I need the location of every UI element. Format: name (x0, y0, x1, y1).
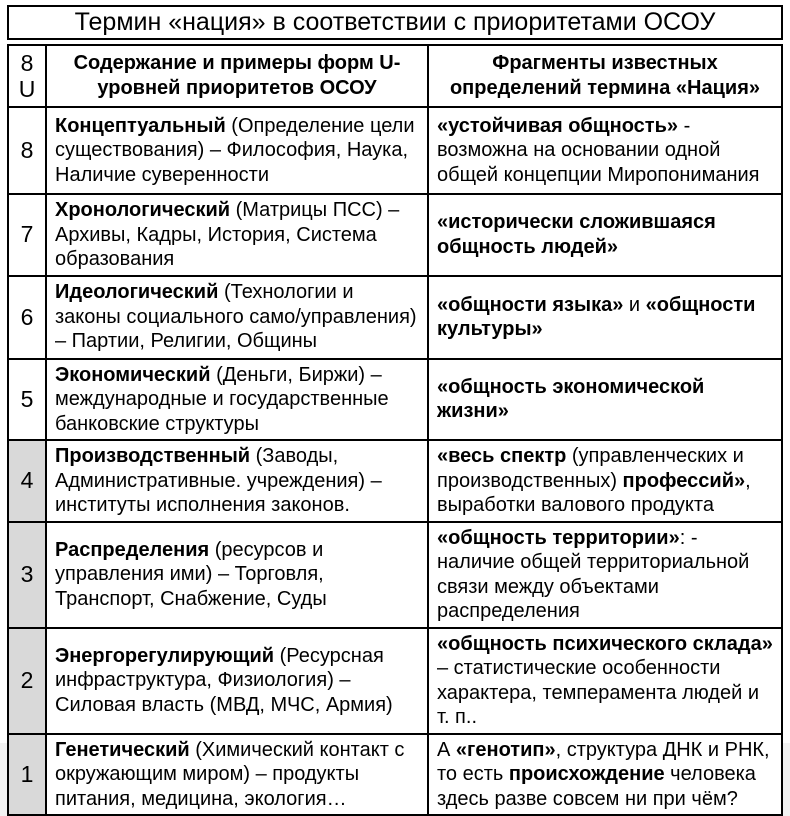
nation-definition: «исторически сложившаяся общность людей» (428, 194, 782, 276)
priority-description: Идеологический (Технологии и законы социального само/управления) – Партии, Религии, Общины (46, 276, 428, 359)
row-number: 3 (8, 522, 46, 628)
table-row (8, 522, 782, 628)
priority-description: Хронологический (Матрицы ПСС) – Архивы, Кадры, История, Система образования (46, 194, 428, 276)
row-number: 4 (8, 440, 46, 522)
row-number: 6 (8, 276, 46, 359)
row-number: 5 (8, 359, 46, 441)
nation-definition: А «генотип», структура ДНК и РНК, то есть происхождение человека здесь разве совсем ни при чём? (428, 734, 782, 816)
table-row (8, 194, 782, 276)
table-title: Термин «нация» в соответствии с приоритетами ОСОУ (7, 5, 783, 40)
nation-definition: «устойчивая общность» - возможна на основании одной общей концепции Миропонимания (428, 107, 782, 194)
row-number: 7 (8, 194, 46, 276)
table-row (8, 359, 782, 441)
nation-definition: «весь спектр (управленческих и производственных) профессий», выработки валового продукта (428, 440, 782, 522)
row-number: 2 (8, 628, 46, 734)
priority-description: Распределения (ресурсов и управления ими) – Торговля, Транспорт, Снабжение, Суды (46, 522, 428, 628)
table-row (8, 734, 782, 816)
row-number: 1 (8, 734, 46, 816)
priority-description: Производственный (Заводы, Административные. учреждения) – институты исполнения законов. (46, 440, 428, 522)
corner-cell (8, 45, 46, 107)
column-header-definitions: Фрагменты известных определений термина «Нация» (428, 45, 782, 107)
nation-definition: «общности языка» и «общности культуры» (428, 276, 782, 359)
priorities-table (7, 44, 783, 816)
row-number: 8 (8, 107, 46, 194)
priority-description: Экономический (Деньги, Биржи) – международные и государственные банковские структуры (46, 359, 428, 441)
table-row (8, 107, 782, 194)
nation-definition: «общность территории»: - наличие общей территориальной связи между объектами распределения (428, 522, 782, 628)
table-row (8, 628, 782, 734)
nation-definition: «общность экономической жизни» (428, 359, 782, 441)
header-row (8, 45, 782, 107)
priority-description: Генетический (Химический контакт с окружающим миром) – продукты питания, медицина, экология… (46, 734, 428, 816)
priority-description: Концептуальный (Определение цели существования) – Философия, Наука, Наличие суверенности (46, 107, 428, 194)
table-row (8, 276, 782, 359)
column-header-content: Содержание и примеры форм U-уровней приоритетов ОСОУ (46, 45, 428, 107)
corner-top: 8 (20, 50, 34, 76)
table-row (8, 440, 782, 522)
corner-bottom: U (18, 76, 36, 102)
nation-definition: «общность психического склада» – статистические особенности характера, темперамента людей и т. п.. (428, 628, 782, 734)
priority-description: Энергорегулирующий (Ресурсная инфраструктура, Физиология) – Силовая власть (МВД, МЧС, Армия) (46, 628, 428, 734)
